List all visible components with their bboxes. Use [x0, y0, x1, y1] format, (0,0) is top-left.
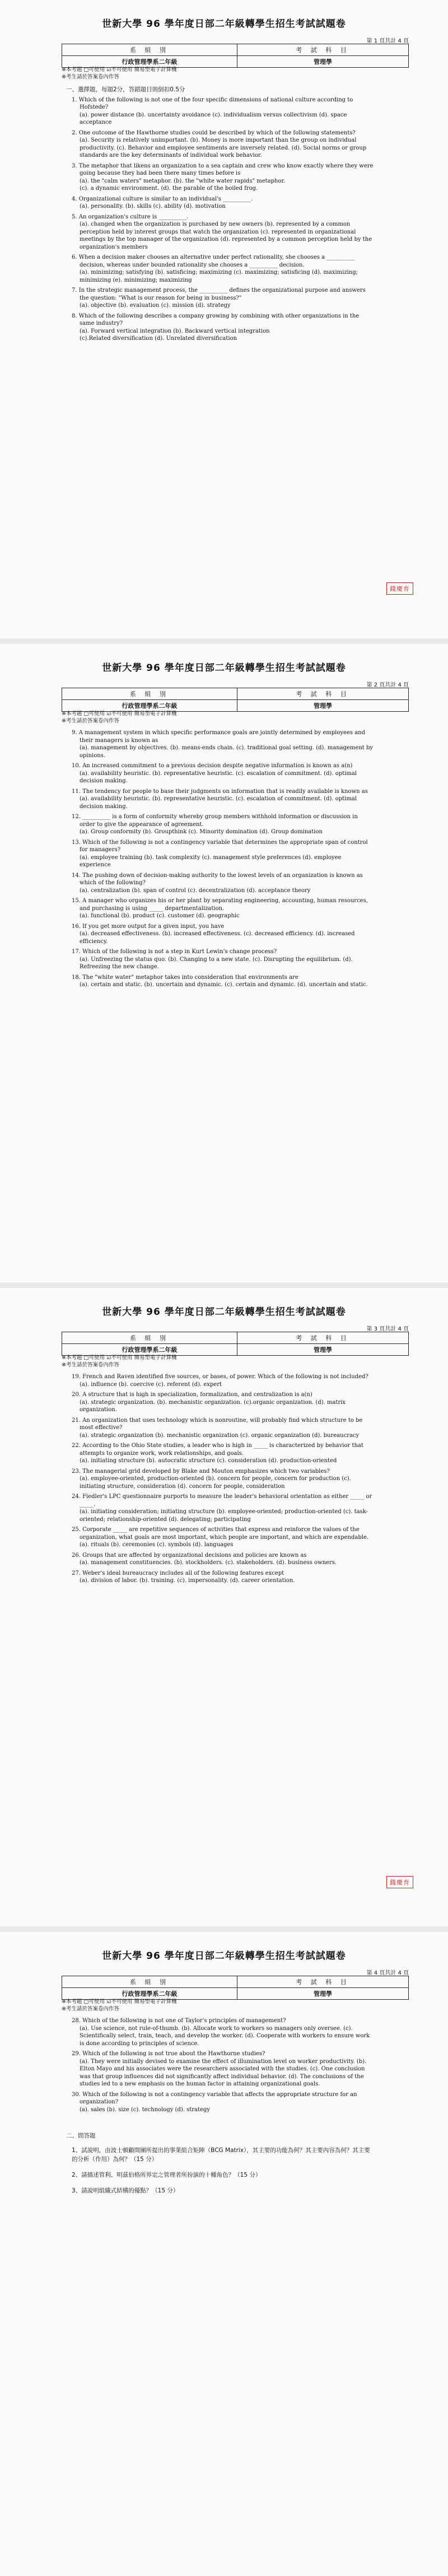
question-item: [72, 788, 374, 811]
question-options: (a). Forward vertical integration (b). Backward vertical integration: [80, 328, 270, 334]
question-options: (a). Use science, not rule-of-thumb. (b). Allocate work to workers so managers only oversee. (c). Scientifically select, train, teach, and develop the worker. (d). Cooperate with workers to ensure work is done according to principles of science.: [80, 2025, 370, 2047]
question-item: [72, 813, 374, 836]
section-heading: 一、選擇題，每題2分，答錯題目則倒扣0.5分: [66, 86, 185, 93]
question-text: 7. In the strategic management process, the __________ defines the organizational purpose and answers the question: "What is our reason for being in business?": [72, 287, 366, 301]
question-options: (a). Security is relatively unimportant. (b). Money is more important than the group on individual productivity. (c). Behavior and employee sentiments are inversely related. (d). Social norms or group standards are the key determinants of individual work behavior.: [80, 137, 367, 158]
answer-sheet-note: ※考生請於答案卷內作答: [62, 74, 119, 80]
exam-title: 世新大學 96 學年度日部二年級轉學生招生考試試題卷: [102, 662, 346, 674]
question-item: [72, 1391, 374, 1414]
question-text: 8. Which of the following describes a company growing by combining with other organizations in the same industry?: [72, 312, 360, 326]
question-list: [72, 729, 374, 992]
question-options: (c). a dynamic environment. (d). the parable of the boiled frog.: [80, 185, 258, 192]
subject-value: 管理學: [237, 1344, 408, 1356]
question-list: [66, 85, 374, 346]
question-text: 18. The "white water" metaphor takes into consideration that environments are: [72, 974, 298, 981]
examiner-stamp: 錢慶育: [386, 1876, 413, 1888]
question-item: [72, 1570, 374, 1585]
calculator-note: ※本考題 □可使用 ☑不可使用 簡易型電子計算機: [62, 711, 177, 717]
question-options: (a). availability heuristic. (b). representative heuristic. (c). escalation of commitment. (d). optimal decision making.: [80, 796, 357, 810]
question-text: 29. Which of the following is not true about the Hawthorne studies?: [72, 2051, 265, 2057]
dept-label: 系 組 別: [62, 44, 237, 56]
question-item: [72, 948, 374, 971]
question-text: 22. According to the Ohio State studies, a leader who is high in _____ is characterized by behavior that attempts to organize work, work relationships, and goals.: [72, 1443, 363, 1457]
question-list: [72, 1373, 374, 1588]
question-item: [72, 2050, 374, 2088]
exam-page-3: [0, 1288, 448, 1926]
exam-page-1: [0, 0, 448, 638]
question-text: 14. The pushing down of decision-making authority to the lowest levels of an organization is known as which of the following?: [72, 872, 363, 886]
header-table: [62, 1332, 409, 1356]
exam-title: 世新大學 96 學年度日部二年級轉學生招生考試試題卷: [102, 18, 346, 30]
question-text: 20. A structure that is high in specialization, formalization, and centralization is a(n): [72, 1392, 312, 1398]
question-text: 10. An increased commitment to a previous decision despite negative information is known as a(n): [72, 763, 353, 769]
dept-value: 行政管理學系二年級: [62, 56, 237, 68]
question-text: 17. Which of the following is not a step in Kurt Lewin's change process?: [72, 949, 277, 955]
question-item: [72, 762, 374, 785]
question-options: (a). employee-oriented, production-oriented (b). concern for people, concern for production (c). initiating structure, consideration (d). concern for people, consideration: [80, 1476, 351, 1490]
dept-label: 系 組 別: [62, 1976, 237, 1988]
examiner-stamp: 錢慶育: [386, 582, 413, 595]
question-text: 13. Which of the following is not a contingency variable that determines the appropriate span of control for managers?: [72, 839, 368, 853]
exam-notes: [62, 1354, 177, 1369]
question-text: 26. Groups that are affected by organizational decisions and policies are known as: [72, 1552, 307, 1558]
dept-value: 行政管理學系二年級: [62, 700, 237, 712]
question-options: (a). minimizing; satisfying (b). satisficing; maximizing (c). maximizing; satisficing (d). maximizing; minimizing (e). minimizing; maximizing: [80, 269, 358, 283]
question-options: (a). availability heuristic. (b). representative heuristic. (c). escalation of commitment. (d). optimal decision making.: [80, 770, 357, 784]
question-options: (a). management by objectives. (b). means-ends chain. (c). traditional goal setting. (d). management by opinions.: [80, 745, 374, 759]
question-text: 11. The tendency for people to base their judgments on information that is readily available is known as: [72, 788, 368, 795]
question-text: 1. Which of the following is not one of the four specific dimensions of national culture according to Hofstede?: [72, 96, 353, 110]
question-text: 19. French and Raven identified five sources, or bases, of power. Which of the following is not included?: [72, 1374, 368, 1380]
question-options: (c).Related diversification (d). Unrelated diversification: [80, 335, 237, 342]
question-item: [72, 1417, 374, 1440]
question-item: [72, 839, 374, 869]
question-text: 27. Weber's ideal bureaucracy includes all of the following features except: [72, 1570, 284, 1576]
exam-notes: [62, 1998, 177, 2013]
question-text: 9. A management system in which specific performance goals are jointly determined by employees and their managers is known as: [72, 730, 365, 744]
exam-notes: [62, 710, 177, 725]
question-options: (a). strategic organization (b). mechanistic organization (c). organic organization (d). bureaucracy: [80, 1432, 360, 1439]
question-options: (a). employee training (b). task complexity (c). management style preferences (d). employee experience: [80, 854, 342, 868]
exam-title: 世新大學 96 學年度日部二年級轉學生招生考試試題卷: [102, 1306, 346, 1318]
question-text: 25. Corporate _____ are repetitive sequences of activities that express and reinforce the values of the organization, what goals are most important, which people are important, and which are expendable.: [72, 1527, 369, 1541]
answer-sheet-note: ※考生請於答案卷內作答: [62, 718, 119, 724]
calculator-note: ※本考題 □可使用 ☑不可使用 簡易型電子計算機: [62, 1355, 177, 1361]
dept-value: 行政管理學系二年級: [62, 1988, 237, 2000]
question-item: [72, 1442, 374, 1465]
page-number: 第 1 頁共計 4 頁: [366, 38, 409, 44]
exam-page-4: [0, 1932, 448, 2576]
question-item: [72, 254, 374, 284]
question-text: 30. Which of the following is not a contingency variable that affects the appropriate structure for an organization?: [72, 2091, 357, 2105]
subject-value: 管理學: [237, 1988, 408, 2000]
question-options: (a). rituals (b). ceremonies (c). symbols (d). languages: [80, 1542, 234, 1548]
question-item: [72, 897, 374, 920]
question-options: (a). Group conformity (b). Groupthink (c). Minority domination (d). Group domination: [80, 829, 323, 835]
question-text: 21. An organization that uses technology which is nonroutine, will probably find which structure to be most effective?: [72, 1417, 363, 1431]
essay-section: [66, 2132, 374, 2195]
question-text: 24. Fiedler's LPC questionnaire purports to measure the leader's behavioral orientation as either _____ or _____.: [72, 1494, 372, 1508]
essay-question: 3、請說明組織式結構的優點？（15 分）: [72, 2187, 179, 2194]
question-item: [72, 1468, 374, 1491]
subject-label: 考 試 科 目: [237, 1332, 408, 1344]
page-number: 第 3 頁共計 4 頁: [366, 1326, 409, 1332]
question-options: (a). certain and static. (b). uncertain and dynamic. (c). certain and dynamic. (d). uncertain and static.: [80, 982, 368, 988]
question-text: 12. __________ is a form of conformity whereby group members withhold information or discussion in order to give the appearance of agreement.: [72, 814, 358, 828]
question-item: [72, 312, 374, 343]
subject-value: 管理學: [237, 700, 408, 712]
question-item: [72, 1526, 374, 1549]
exam-notes: [62, 66, 177, 81]
question-text: 23. The managerial grid developed by Blake and Mouton emphasizes which two variables?: [72, 1468, 330, 1474]
question-options: (a). decreased effectiveness. (b). increased effectiveness. (c). decreased efficiency. (d). increased efficiency.: [80, 931, 355, 945]
question-item: [72, 974, 374, 989]
question-item: [72, 287, 374, 310]
question-item: [72, 1552, 374, 1567]
subject-label: 考 試 科 目: [237, 688, 408, 700]
question-item: [72, 923, 374, 946]
subject-label: 考 試 科 目: [237, 44, 408, 56]
question-options: (a). objective (b). evaluation (c). mission (d). strategy: [80, 302, 231, 309]
question-text: 15. A manager who organizes his or her plant by separating engineering, accounting, human resources, and purchasing is using _____ departmentalization.: [72, 898, 368, 912]
question-options: (a). division of labor. (b). training. (c). impersonality. (d). career orientation.: [80, 1578, 295, 1584]
question-item: [72, 162, 374, 193]
question-item: [72, 213, 374, 251]
question-item: [72, 1493, 374, 1523]
question-options: (a). initiating structure (b). autocratic structure (c). consideration (d). production-oriented: [80, 1458, 337, 1464]
dept-label: 系 組 別: [62, 1332, 237, 1344]
question-options: (a). changed when the organization is purchased by new owners (b). represented by a common perception held by interest groups that watch the organization (c). represented in organizational meetings by the top manager of the organization (d). represented by a common perception held by the organization's members: [80, 221, 372, 250]
header-table: [62, 44, 409, 68]
essay-question: 2、請描述管利、明茲伯格所界定之管理者所扮演的十種角色？（15 分）: [72, 2171, 262, 2178]
question-options: (a). They were initially devised to examine the effect of illumination level on worker productivity. (b). Elton Mayo and his associates were the researchers associated with the studies. (c). One conclusion was that group influences did not significantly affect individual behavior. (d). The conclusions of the studies led to a new emphasis on the human factor in attaining organizational goals.: [80, 2058, 367, 2087]
page-number: 第 2 頁共計 4 頁: [366, 682, 409, 688]
question-options: (a). power distance (b). uncertainty avoidance (c). individualism versus collectivism (d). space acceptance: [80, 111, 347, 125]
question-options: (a). personality. (b). skills (c). ability (d). motivation: [80, 203, 226, 209]
exam-title: 世新大學 96 學年度日部二年級轉學生招生考試試題卷: [102, 1950, 346, 1962]
answer-sheet-note: ※考生請於答案卷內作答: [62, 1362, 119, 1368]
subject-value: 管理學: [237, 56, 408, 68]
question-options: (a). centralization (b). span of control (c). decentralization (d). acceptance theory: [80, 887, 311, 894]
dept-label: 系 組 別: [62, 688, 237, 700]
question-text: 4. Organizational culture is similar to an individual's __________.: [72, 195, 253, 202]
question-item: [72, 96, 374, 127]
question-list: [66, 2017, 374, 2202]
essay-question: 1、試說明，由波士頓顧問團所提出的事業組合矩陣（BCG Matrix），其主要的功能為何？其主要內容為何？其主要的分析（作用）為何？（15 分）: [72, 2146, 370, 2163]
question-item: [72, 195, 374, 211]
header-table: [62, 1976, 409, 2000]
question-text: 3. The metaphor that likens an organization to a sea captain and crew who know exactly where they were going because they had been there many times before is: [72, 162, 374, 176]
calculator-note: ※本考題 □可使用 ☑不可使用 簡易型電子計算機: [62, 67, 177, 73]
question-text: 2. One outcome of the Hawthorne studies could be described by which of the following statements?: [72, 129, 356, 136]
question-options: (a). strategic organization. (b). mechanistic organization. (c).organic organization. (d). matrix organization.: [80, 1399, 346, 1413]
exam-page-2: [0, 644, 448, 1282]
question-options: (a). initiating consideration; initiating structure (b). employee-oriented; production-oriented (c). task-oriented; relationship-oriented (d). delegating; participating: [80, 1509, 368, 1523]
question-text: 6. When a decision maker chooses an alternative under perfect rationality, she chooses a __________ decision, whereas under bounded rationality she chooses a __________ decision.: [72, 254, 355, 268]
question-item: [72, 2091, 374, 2114]
question-options: (a). influence (b). coercive (c). referent (d). expert: [80, 1381, 222, 1388]
question-item: [72, 129, 374, 160]
calculator-note: ※本考題 □可使用 ☑不可使用 簡易型電子計算機: [62, 1999, 177, 2005]
page-number: 第 4 頁共計 4 頁: [366, 1970, 409, 1976]
question-options: (a). Unfreezing the status quo. (b). Changing to a new state. (c). Disrupting the equilibrium. (d). Refreezing the new change.: [80, 956, 353, 970]
subject-label: 考 試 科 目: [237, 1976, 408, 1988]
dept-value: 行政管理學系二年級: [62, 1344, 237, 1356]
question-item: [72, 2017, 374, 2047]
question-options: (a). functional (b). product (c). customer (d). geographic: [80, 913, 240, 919]
question-item: [72, 1373, 374, 1388]
question-text: 5. An organization's culture is __________.: [72, 213, 189, 220]
question-options: (a). the "calm waters" metaphor. (b). the "white water rapids" metaphor.: [80, 178, 286, 184]
question-text: 16. If you get more output for a given input, you have: [72, 923, 225, 930]
question-item: [72, 872, 374, 895]
question-options: (a). sales (b). size (c). technology (d). strategy: [80, 2106, 210, 2113]
answer-sheet-note: ※考生請於答案卷內作答: [62, 2006, 119, 2012]
question-text: 28. Which of the following is not one of Taylor's principles of management?: [72, 2018, 286, 2024]
essay-heading: 二、問答題: [66, 2132, 96, 2139]
question-item: [72, 729, 374, 759]
header-table: [62, 688, 409, 712]
question-options: (a). management constituencies. (b). stockholders. (c). stakeholders. (d). business owners.: [80, 1560, 337, 1566]
